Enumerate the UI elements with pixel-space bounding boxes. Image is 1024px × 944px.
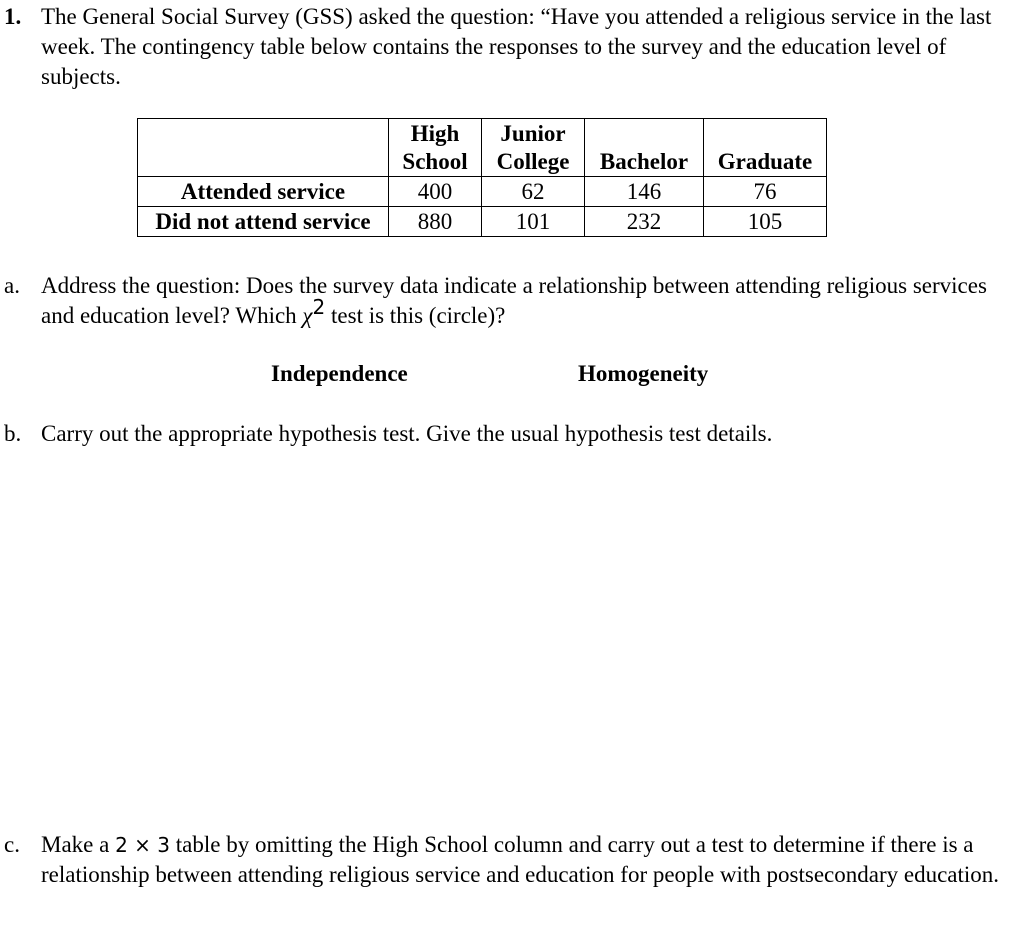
row-label: Attended service (138, 177, 389, 207)
chi-superscript: 2 (312, 295, 326, 319)
choice-homogeneity[interactable]: Homogeneity (578, 361, 709, 386)
chi-symbol: χ (302, 303, 313, 328)
choice-independence[interactable]: Independence (271, 361, 408, 386)
table-cell: 232 (585, 207, 704, 237)
column-header-line2: College (496, 149, 570, 174)
part-a-text-before: Address the question: Does the survey data indicate a relationship between attending religious services and education level? Which (41, 273, 987, 328)
table-dimensions: 2 × 3 (115, 833, 170, 857)
table-cell: 146 (585, 177, 704, 207)
part-c-label: c. (4, 832, 20, 857)
table-cell: 880 (389, 207, 482, 237)
column-header-high-school (389, 119, 482, 177)
column-header-graduate (704, 119, 827, 177)
table-cell: 101 (482, 207, 585, 237)
column-header-line2: School (402, 149, 468, 174)
column-header-line1: High (410, 121, 460, 146)
column-header-line1: Junior (500, 121, 566, 146)
part-a-text-after: test is this (circle)? (325, 303, 506, 328)
contingency-table (137, 118, 827, 237)
part-b-label: b. (4, 421, 22, 446)
table-cell: 105 (704, 207, 827, 237)
column-header-line2: Bachelor (599, 149, 689, 174)
table-cell: 76 (704, 177, 827, 207)
column-header-junior-college (482, 119, 585, 177)
column-header-line2: Graduate (717, 149, 813, 174)
column-header-bachelor (585, 119, 704, 177)
part-c-text-before: Make a (41, 832, 116, 857)
table-cell: 62 (482, 177, 585, 207)
question-number: 1. (4, 4, 22, 29)
part-a-text (41, 271, 1016, 331)
table-row-did-not-attend (138, 207, 827, 237)
part-c-text (41, 830, 1016, 890)
part-a-label: a. (4, 273, 20, 298)
table-row-attended (138, 177, 827, 207)
question-text: The General Social Survey (GSS) asked the question: “Have you attended a religious service in the last week. The contingency table below contains the responses to the survey and the education level of subjects. (41, 4, 992, 89)
row-label: Did not attend service (138, 207, 389, 237)
part-c-text-after: table by omitting the High School column and carry out a test to determine if there is a relationship between attending religious service and education for people with postsecondary education. (41, 832, 1000, 887)
table-header-row (138, 119, 827, 177)
table-cell: 400 (389, 177, 482, 207)
table-corner-cell (138, 119, 389, 177)
part-b-text: Carry out the appropriate hypothesis test. Give the usual hypothesis test details. (41, 421, 773, 446)
